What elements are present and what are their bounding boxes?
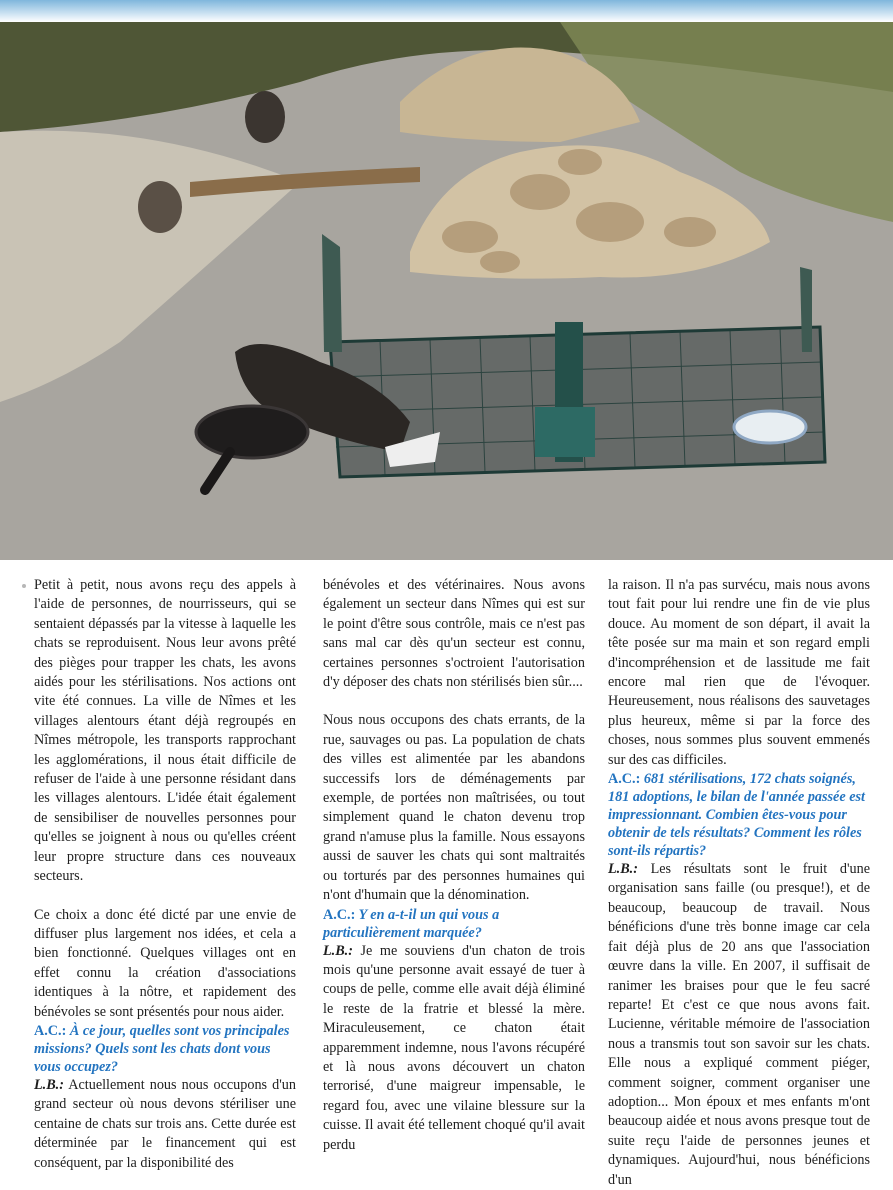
question-lead: A.C.: (34, 1022, 67, 1039)
question-text: À ce jour, quelles sont vos principales missions? Quels sont les chats dont vous vous occupez? (34, 1022, 290, 1075)
photo-illustration (0, 22, 893, 560)
top-color-band (0, 0, 893, 22)
interview-question (34, 1022, 296, 1076)
interview-question (608, 770, 870, 860)
answer-lead: L.B.: (608, 861, 638, 878)
answer-lead: L.B.: (34, 1076, 64, 1093)
answer-lead: L.B.: (323, 942, 353, 959)
frying-pan (196, 406, 308, 458)
paragraph: la raison. Il n'a pas survécu, mais nous avons tout fait pour lui rendre une fin de vie plus douce. Au moment de son départ, il avait la tête posée sur ma main et son regard empli d'incompréhension et de lassitude me fait encore mal rien que de l'évoquer. Heureusement, nous réalisons des sauvetages plus heureux, même si par la force des choses, nous sommes plus souvent emmenés sur des cas difficiles. (608, 577, 870, 768)
cat-top (245, 91, 285, 143)
question-text: 681 stérilisations, 172 chats soignés, 181 adoptions, le bilan de l'année passée est impressionnant. Combien êtes-vous pour obtenir de tels résultats? Comment les rôles sont-ils répartis? (608, 771, 865, 860)
paragraph: Petit à petit, nous avons reçu des appels à l'aide de personnes, de nourrisseurs, qui se sentaient dépassés par la vitesse à laquelle les chats se reproduisent. Nous leur avons prêté des pièges pour trapper les chats, les avons aidés pour les stérilisations. Nos actions ont vite été connues. La ville de Nîmes et les villages alentours étant déjà regroupés en Nîmes métropole, les transports rapprochant les agglomérations, il nous était difficile de refuser de l'aide à une personne résidant dans les villages alentours. L'idée était également de sensibiliser de nouvelles personnes pour qu'elles se joignent à nous ou qu'elles créent leur propre structure dans ces nouveaux secteurs. (34, 577, 296, 885)
question-text: Y en a-t-il un qui vous a particulièrement marquée? (323, 906, 500, 941)
paragraph: Ce choix a donc été dicté par une envie de diffuser plus largement nos idées, et cela a bien fonctionné. Quelques villages ont en effet connu la création d'associations identiques à la nôtre, et rapidement des bénévoles se sont présentés pour nous aider. (34, 906, 296, 1020)
question-lead: A.C.: (608, 771, 641, 788)
question-lead: A.C.: (323, 906, 356, 923)
interview-answer (34, 1076, 296, 1173)
column-2 (323, 576, 585, 1155)
margin-mark (22, 584, 26, 588)
column-3 (608, 576, 870, 1190)
paragraph: Nous nous occupons des chats errants, de la rue, sauvages ou pas. La population de chats des villes est alimentée par les abandons successifs lors de déménagements par exemple, de portées non maîtrisées, ou tout simplement quand le chaton devenu trop grand n'amuse plus la famille. Nous essayons aussi de sauver les chats qui sont maltraités ou torturés par des personnes humaines qui n'ont d'humain que la dénomination. (323, 712, 585, 904)
cats-and-trap-photo (0, 22, 893, 560)
answer-text: Les résultats sont le fruit d'une organisation sans faille (ou presque!), et de beaucoup, beaucoup de travail. Nous bénéficions d'une très bonne image car cela fait déjà plus de 20 ans que l'association œuvre dans la ville. En 2007, il suffisait de ranimer les braises pour que le feu sacré reparte! Et c'est ce que nous avons fait. Lucienne, véritable mémoire de l'association nous a transmis tout son savoir sur les chats. Elle nous a expliqué comment piéger, comment soigner, comment organiser une adoption... Mon époux et mes enfants m'ont beaucoup aidée et nous avons presque tout de suite reçu l'aide de personnes jeunes et dynamiques. Aujourd'hui, nous bénéficions d'un (608, 861, 870, 1188)
cat-left (138, 181, 182, 233)
answer-text: Actuellement nous nous occupons d'un grand secteur où nous devons stériliser une centaine de chats sur trois ans. Cette durée est déterminée par le financement qui est conséquent, par la disponibilité des (34, 1076, 296, 1171)
interview-question (323, 906, 585, 942)
column-1 (34, 576, 296, 1173)
paragraph: bénévoles et des vétérinaires. Nous avons également un secteur dans Nîmes qui est sur le point d'être sous contrôle, mais ce n'est pas sans mal car dès qu'un secteur est connu, certaines personnes s'octroient l'autorisation d'y déposer des chats non stérilisés bien sûr.... (323, 577, 585, 691)
interview-answer (323, 942, 585, 1155)
answer-text: Je me souviens d'un chaton de trois mois qu'une personne avait essayé de tuer à coups de pelle, comme elle avait déjà éliminé le reste de la fratrie et blessé la mère. Miraculeusement, ce chaton était apparemment indemne, nous l'avons récupéré et là nous avons découvert un chaton terrorisé, d'une maigreur impensable, le regard fou, avec une vilaine blessure sur la cuisse. Il avait été tellement choqué qu'il avait perdu (323, 942, 585, 1153)
interview-answer (608, 860, 870, 1190)
